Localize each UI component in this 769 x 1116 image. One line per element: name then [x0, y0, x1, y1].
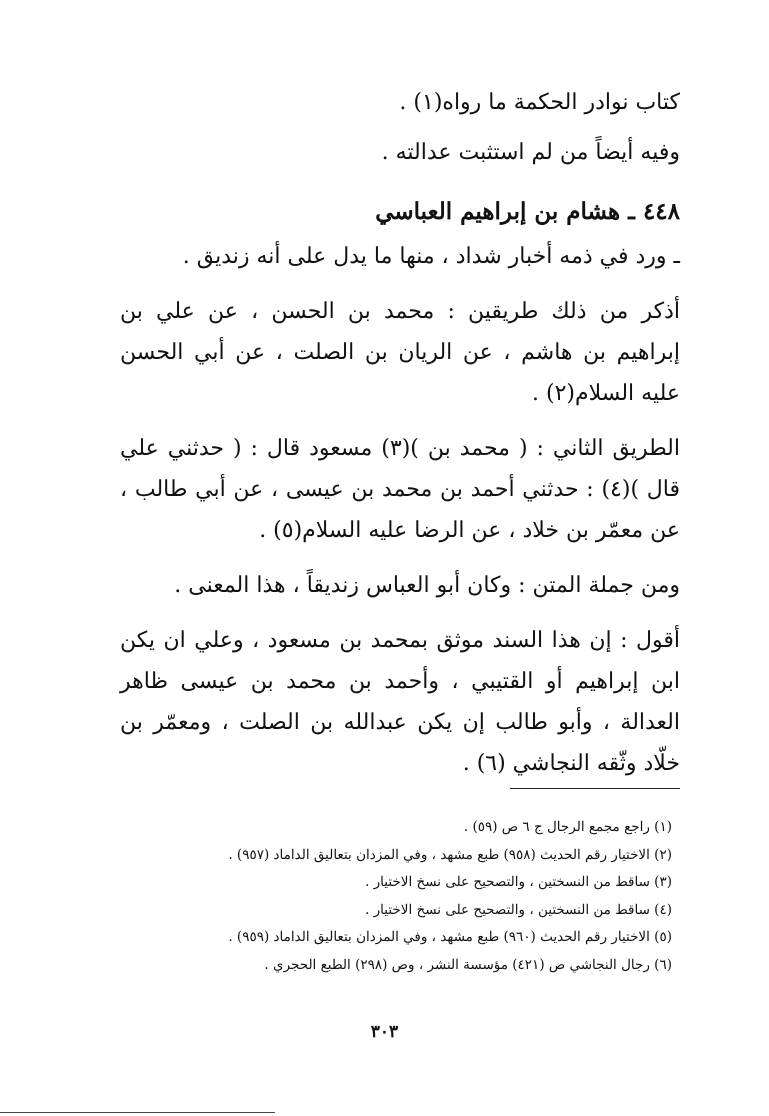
footnote-1: (١) راجع مجمع الرجال ج ٦ ص (٥٩) . [463, 819, 672, 835]
section-heading: ٤٤٨ ـ هشام بن إبراهيم العباسي [375, 198, 680, 225]
footnote-5: (٥) الاختيار رقم الحديث (٩٦٠) طبع مشهد ، وفي المزدان بتعاليق الداماد (٩٥٩) . [228, 929, 672, 945]
paragraph-2: وفيه أيضاً من لم استثبت عدالته . [381, 140, 680, 165]
page-number: ٣٠٣ [370, 1022, 399, 1042]
footnotes [150, 814, 672, 979]
footnote-3: (٣) ساقط من النسختين ، والتصحيح على نسخ الاختيار . [365, 874, 672, 890]
paragraph-5: الطريق الثاني : ( محمد بن )(٣) مسعود قال : ( حدثني علي قال )(٤) : حدثني أحمد بن محمد بن عيسى ، عن أبي طالب ، عن معمّر بن خلاد ، عن الرضا عليه السلام(٥) . [120, 436, 680, 543]
scan-edge-line [0, 1112, 275, 1113]
footnote-6: (٦) رجال النجاشي ص (٤٢١) مؤسسة النشر ، وص (٢٩٨) الطبع الحجري . [264, 956, 672, 973]
paragraph-3: ـ ورد في ذمه أخبار شداد ، منها ما يدل على أنه زنديق . [182, 244, 680, 269]
footnote-4: (٤) ساقط من النسختين ، والتصحيح على نسخ الاختيار . [365, 901, 672, 918]
paragraph-1: كتاب نوادر الحكمة ما رواه(١) . [399, 90, 680, 115]
footnote-2: (٢) الاختيار رقم الحديث (٩٥٨) طبع مشهد ، وفي المزدان بتعاليق الداماد (٩٥٧) . [228, 846, 672, 863]
paragraph-6: ومن جملة المتن : وكان أبو العباس زنديقاً ، هذا المعنى . [174, 573, 680, 598]
paragraph-4: أذكر من ذلك طريقين : محمد بن الحسن ، عن علي بن إبراهيم بن هاشم ، عن الريان بن الصلت ، عن أبي الحسن عليه السلام(٢) . [120, 299, 680, 406]
footnote-separator [510, 788, 680, 789]
paragraph-7: أقول : إن هذا السند موثق بمحمد بن مسعود ، وعلي ان يكن ابن إبراهيم أو القتيبي ، وأحمد بن محمد بن عيسى ظاهر العدالة ، وأبو طالب إن يكن عبدالله بن الصلت ، ومعمّر بن خلّاد وثّقه النجاشي (٦) . [120, 628, 680, 776]
main-text [120, 82, 680, 784]
